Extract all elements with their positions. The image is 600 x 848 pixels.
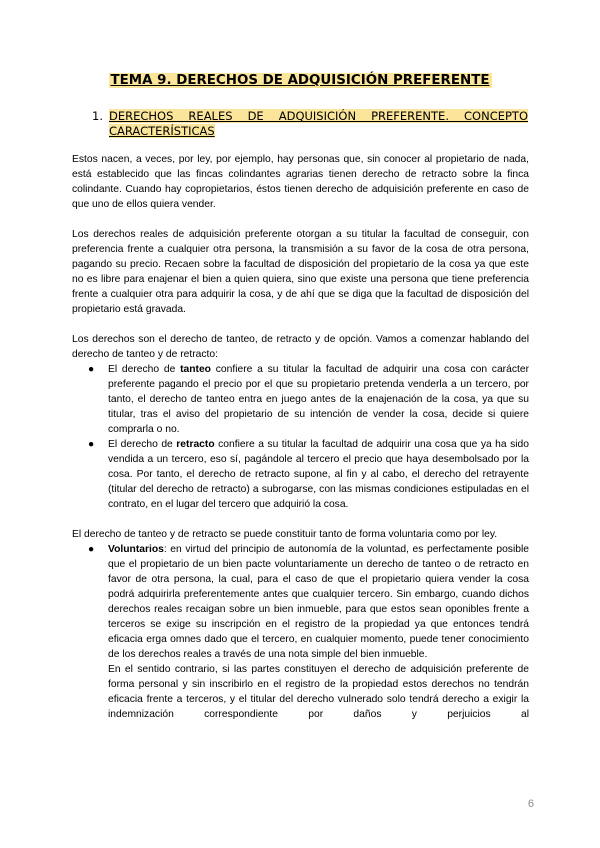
bullet-icon: ●: [88, 544, 95, 555]
page-title: TEMA 9. DERECHOS DE ADQUISICIÓN PREFERENTE: [110, 73, 490, 88]
paragraph: Estos nacen, a veces, por ley, por ejemplo, hay personas que, sin conocer al propietario de nada, está establecido que las fincas colindantes agrarias tienen derecho de retracto sobre la finca colindante. Cuando hay copropietarios, éstos tienen derecho de adquisición preferente en caso de que uno de ellos quiera vender.: [72, 154, 529, 210]
section-heading: [92, 109, 528, 139]
list-item: ● Voluntarios: en virtud del principio de autonomía de la voluntad, es perfectamente posible que el propietario de un bien pacte voluntariamente un derecho de tanteo o de retracto en favor de otra persona, la cual, para el caso de que el propietario quiera vender la cosa podrá adquirirla preferentemente antes que cualquier tercero. Sin embargo, cuando dichos derechos reales recaigan sobre un bien inmueble, para que estos sean oponibles frente a terceros se exige su inscripción en el registro de la propiedad ya que entonces tendrá eficacia erga omnes dado que el tercero, en cualquier momento, puede tener conocimiento de los derechos reales a través de una nota simple del bien inmueble. En el sentido contrario, si las partes constituyen el derecho de adquisición preferente de forma personal y sin inscribirlo en el registro de la propiedad estos derechos no tendrán eficacia frente a terceros, y el titular del derecho vulnerado solo tendrá derecho a exigir la indemnización correspondiente por daños y perjuicios al: [88, 544, 529, 720]
section-heading-text: DERECHOS REALES DE ADQUISICIÓN PREFERENTE. CONCEPTO CARACTERÍSTICAS: [109, 109, 528, 138]
bullet-icon: ●: [88, 364, 95, 375]
list-item-continuation: En el sentido contrario, si las partes constituyen el derecho de adquisición preferente de forma personal y sin inscribirlo en el registro de la propiedad estos derechos no tendrán eficacia frente a terceros, y el titular del derecho vulnerado solo tendrá derecho a exigir la indemnización correspondiente por daños y perjuicios al: [108, 664, 529, 720]
list-item: ● El derecho de retracto confiere a su titular la facultad de adquirir una cosa que ya ha sido vendida a un tercero, eso sí, pagándole al tercero el precio que haya desembolsado por la cosa. Por tanto, el derecho de retracto supone, al fin y al cabo, el derecho del retrayente (titular del derecho de retracto) a subrogarse, con las mismas condiciones estipuladas en el contrato, en el lugar del tercero que adquirió la cosa.: [88, 439, 530, 510]
document-body: [72, 152, 529, 722]
paragraph: Los derechos son el derecho de tanteo, de retracto y de opción. Vamos a comenzar hablando del derecho de tanteo y de retracto:: [72, 334, 529, 360]
paragraph: El derecho de tanteo y de retracto se puede constituir tanto de forma voluntaria como por ley.: [72, 529, 498, 540]
paragraph: Los derechos reales de adquisición preferente otorgan a su titular la facultad de conseguir, con preferencia frente a cualquier otra persona, la transmisión a su favor de la cosa de otra persona, pagando su precio. Recaen sobre la facultad de disposición del propietario de la cosa ya que este no es libre para enajenar el bien a quien quiera, sino que existe una persona que tiene preferencia frente a cualquier otra para adquirir la cosa, y de ahí que se diga que la facultad de disposición del propietario está gravada.: [72, 229, 529, 315]
bullet-list: [72, 362, 529, 512]
list-item: ● El derecho de tanteo confiere a su titular la facultad de adquirir una cosa con carácter preferente pagando el precio por el que su propietario pretenda venderla a un tercero, por tanto, el derecho de tanteo entra en juego antes de la enajenación de la cosa, ya que su titular, tras el aviso del propietario de su intención de vender la cosa, decide si quiere comprarla o no.: [88, 364, 530, 435]
bullet-list: [72, 542, 529, 722]
bullet-icon: ●: [88, 439, 95, 450]
page-number: 6: [527, 798, 534, 810]
section-number: 1.: [92, 109, 103, 123]
